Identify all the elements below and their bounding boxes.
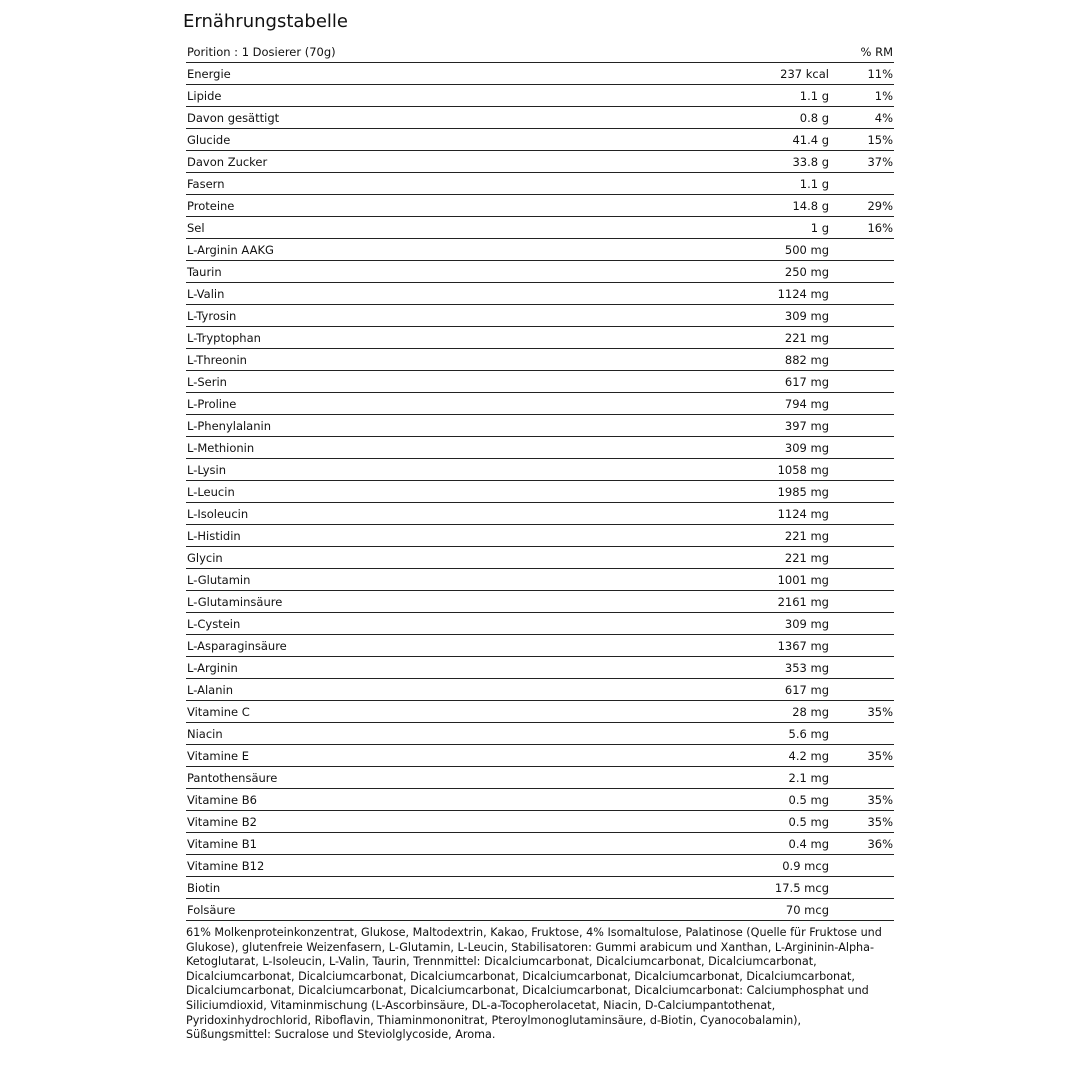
table-row [186, 217, 894, 239]
table-row [186, 503, 894, 525]
nutrient-amount: 2.1 mg [788, 770, 829, 785]
table-header-row [186, 42, 894, 63]
table-row [186, 613, 894, 635]
nutrient-name: L-Arginin AAKG [187, 242, 274, 257]
nutrient-amount: 28 mg [792, 704, 829, 719]
table-row [186, 811, 894, 833]
nutrient-name: Biotin [187, 880, 221, 895]
table-row [186, 789, 894, 811]
nutrient-amount: 221 mg [784, 550, 829, 565]
table-row [186, 547, 894, 569]
nutrient-name: Vitamine B1 [187, 836, 257, 851]
nutrient-amount: 1.1 g [799, 88, 829, 103]
nutrient-name: Vitamine B6 [187, 792, 257, 807]
table-row [186, 833, 894, 855]
nutrient-amount: 882 mg [784, 352, 829, 367]
nutrient-name: L-Methionin [187, 440, 255, 455]
nutrient-amount: 309 mg [784, 440, 829, 455]
rm-header: % RM [860, 45, 893, 59]
table-row [186, 899, 894, 921]
ingredients-text: 61% Molkenproteinkonzentrat, Glukose, Maltodextrin, Kakao, Fruktose, 4% Isomaltulose, Palatinose (Quelle für Fruktose und Glukose), glutenfreie Weizenfasern, L-Glutamin, L-Leucin, Stabilisatoren: Gummi arabicum und Xanthan, L-Argininin-Alpha-Ketoglutarat, L-Isoleucin, L-Valin, Taurin, Trennmittel: Dicalciumcarbonat, Dicalciumcarbonat, Dicalciumcarbonat, Dicalciumcarbonat, Dicalciumcarbonat, Dicalciumcarbonat, Dicalciumcarbonat, Dicalciumcarbonat, Dicalciumcarbonat, Dicalciumcarbonat, Dicalciumcarbonat, Dicalciumcarbonat, Dicalciumcarbonat, Dicalciumcarbonat: Calciumphosphat und Siliciumdioxid, Vitaminmischung (L-Ascorbinsäure, DL-a-Tocopherolacetat, Niacin, D-Calciumpantothenat, Pyridoxinhydrochlorid, Riboflavin, Thiaminmononitrat, Pteroylmonoglutaminsäure, d-Biotin, Cyanocobalamin), Süßungsmittel: Sucralose und Steviolglycoside, Aroma. [186, 926, 882, 1042]
table-row [186, 393, 894, 415]
nutrition-sheet [183, 10, 895, 1043]
nutrient-name: Vitamine B2 [187, 814, 257, 829]
table-row [186, 129, 894, 151]
nutrient-amount: 1985 mg [777, 484, 829, 499]
nutrient-amount: 309 mg [784, 308, 829, 323]
nutrient-name: Energie [187, 66, 231, 81]
nutrient-name: Vitamine C [187, 704, 250, 719]
nutrient-name: Pantothensäure [187, 770, 278, 785]
nutrient-amount: 70 mcg [785, 902, 829, 917]
nutrient-name: L-Valin [187, 286, 225, 301]
nutrient-amount: 1058 mg [777, 462, 829, 477]
table-row [186, 261, 894, 283]
nutrient-amount: 617 mg [784, 374, 829, 389]
nutrient-amount: 1124 mg [777, 286, 829, 301]
nutrient-name: L-Serin [187, 374, 227, 389]
nutrient-name: L-Alanin [187, 682, 233, 697]
nutrient-name: L-Lysin [187, 462, 226, 477]
nutrient-rm-percent: 15% [867, 132, 893, 147]
nutrition-rows [186, 63, 894, 921]
table-row [186, 195, 894, 217]
table-row [186, 327, 894, 349]
nutrient-rm-percent: 11% [867, 66, 893, 81]
nutrient-amount: 309 mg [784, 616, 829, 631]
nutrient-amount: 237 kcal [780, 66, 829, 81]
table-row [186, 855, 894, 877]
nutrient-amount: 1 g [810, 220, 829, 235]
nutrient-name: L-Glutaminsäure [187, 594, 283, 609]
nutrient-name: L-Tyrosin [187, 308, 237, 323]
nutrient-amount: 500 mg [784, 242, 829, 257]
nutrient-name: Glucide [187, 132, 231, 147]
portion-label: Porition : 1 Dosierer (70g) [187, 45, 336, 59]
nutrient-name: Lipide [187, 88, 222, 103]
nutrient-name: Glycin [187, 550, 223, 565]
nutrient-rm-percent: 36% [867, 836, 893, 851]
table-row [186, 283, 894, 305]
nutrient-amount: 2161 mg [777, 594, 829, 609]
nutrient-rm-percent: 35% [867, 792, 893, 807]
nutrient-rm-percent: 29% [867, 198, 893, 213]
nutrient-amount: 794 mg [784, 396, 829, 411]
table-row [186, 745, 894, 767]
nutrient-name: Vitamine B12 [187, 858, 265, 873]
nutrient-rm-percent: 35% [867, 814, 893, 829]
table-row [186, 459, 894, 481]
nutrient-rm-percent: 16% [867, 220, 893, 235]
nutrient-name: Niacin [187, 726, 223, 741]
nutrient-name: L-Arginin [187, 660, 238, 675]
nutrient-rm-percent: 35% [867, 748, 893, 763]
nutrient-name: Folsäure [187, 902, 236, 917]
table-row [186, 481, 894, 503]
nutrient-name: L-Tryptophan [187, 330, 261, 345]
nutrient-name: L-Histidin [187, 528, 241, 543]
nutrient-amount: 0.8 g [799, 110, 829, 125]
nutrient-name: Davon gesättigt [187, 110, 280, 125]
table-row [186, 657, 894, 679]
nutrient-name: Taurin [187, 264, 222, 279]
nutrient-name: Vitamine E [187, 748, 250, 763]
nutrient-amount: 617 mg [784, 682, 829, 697]
table-row [186, 679, 894, 701]
nutrition-table [186, 42, 894, 921]
nutrient-amount: 397 mg [784, 418, 829, 433]
page-title: Ernährungstabelle [183, 11, 348, 32]
nutrient-name: L-Glutamin [187, 572, 251, 587]
table-row [186, 437, 894, 459]
nutrient-amount: 1001 mg [777, 572, 829, 587]
table-row [186, 701, 894, 723]
table-row [186, 723, 894, 745]
nutrient-amount: 221 mg [784, 330, 829, 345]
nutrient-name: L-Threonin [187, 352, 247, 367]
nutrient-amount: 41.4 g [792, 132, 829, 147]
table-row [186, 569, 894, 591]
nutrient-rm-percent: 35% [867, 704, 893, 719]
table-row [186, 371, 894, 393]
nutrient-name: L-Leucin [187, 484, 235, 499]
nutrient-amount: 221 mg [784, 528, 829, 543]
table-row [186, 173, 894, 195]
nutrient-amount: 0.9 mcg [782, 858, 829, 873]
nutrient-amount: 14.8 g [792, 198, 829, 213]
nutrient-amount: 353 mg [784, 660, 829, 675]
nutrient-amount: 1.1 g [799, 176, 829, 191]
table-row [186, 151, 894, 173]
table-row [186, 349, 894, 371]
nutrient-amount: 250 mg [784, 264, 829, 279]
table-row [186, 305, 894, 327]
nutrient-name: L-Phenylalanin [187, 418, 272, 433]
table-row [186, 63, 894, 85]
nutrient-name: L-Cystein [187, 616, 241, 631]
nutrient-name: Sel [187, 220, 205, 235]
table-row [186, 85, 894, 107]
nutrient-name: Davon Zucker [187, 154, 268, 169]
nutrient-amount: 0.5 mg [788, 792, 829, 807]
nutrient-amount: 1124 mg [777, 506, 829, 521]
nutrient-amount: 5.6 mg [788, 726, 829, 741]
table-row [186, 591, 894, 613]
nutrient-name: Fasern [187, 176, 225, 191]
table-row [186, 239, 894, 261]
nutrient-name: L-Asparaginsäure [187, 638, 287, 653]
table-row [186, 767, 894, 789]
nutrient-name: L-Isoleucin [187, 506, 249, 521]
nutrient-amount: 0.4 mg [788, 836, 829, 851]
nutrient-rm-percent: 1% [874, 88, 893, 103]
table-row [186, 877, 894, 899]
nutrient-name: Proteine [187, 198, 235, 213]
nutrient-amount: 0.5 mg [788, 814, 829, 829]
nutrient-name: L-Proline [187, 396, 237, 411]
table-row [186, 525, 894, 547]
nutrient-amount: 33.8 g [792, 154, 829, 169]
nutrient-rm-percent: 4% [874, 110, 893, 125]
nutrient-amount: 1367 mg [777, 638, 829, 653]
table-row [186, 107, 894, 129]
table-row [186, 415, 894, 437]
table-row [186, 635, 894, 657]
nutrient-amount: 4.2 mg [788, 748, 829, 763]
nutrient-amount: 17.5 mcg [774, 880, 829, 895]
nutrient-rm-percent: 37% [867, 154, 893, 169]
